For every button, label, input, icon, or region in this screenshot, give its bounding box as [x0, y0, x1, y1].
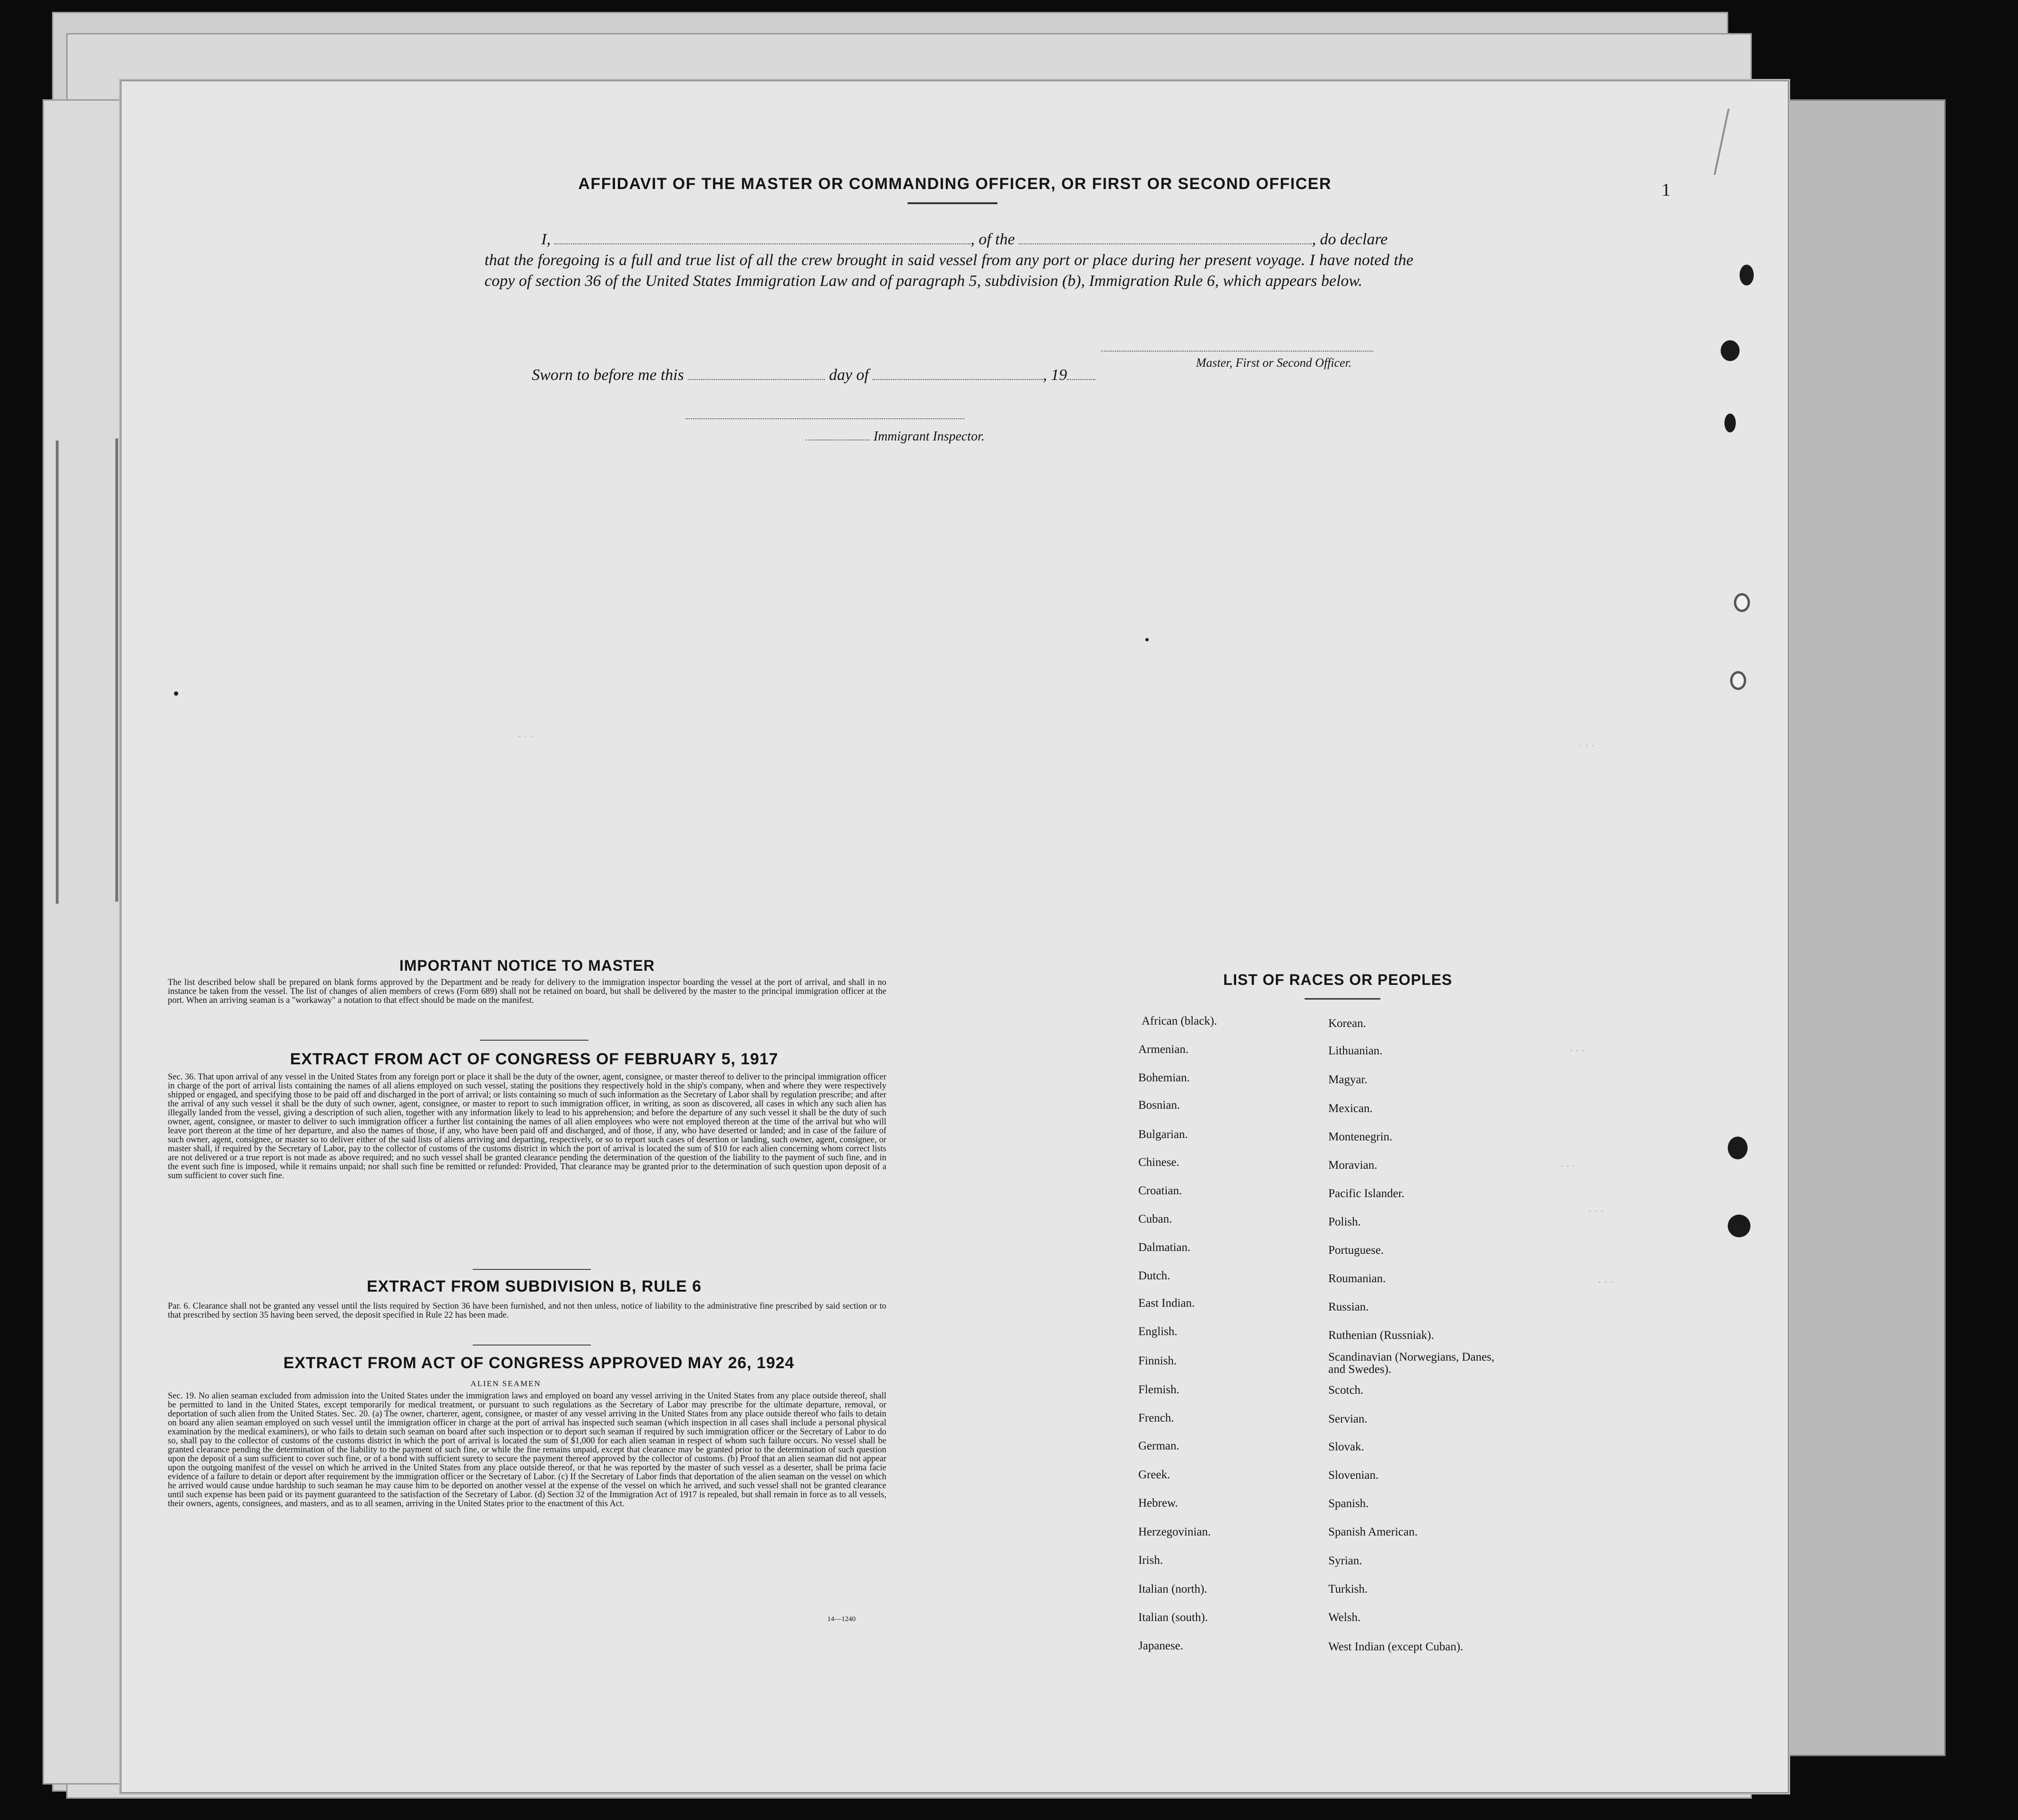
race-item: East Indian.	[1138, 1297, 1195, 1310]
race-item: Pacific Islander.	[1328, 1187, 1405, 1200]
declarant-name-field[interactable]	[554, 234, 970, 244]
section-divider	[473, 1269, 591, 1270]
ink-dot	[1145, 638, 1149, 641]
race-item: African (black).	[1142, 1015, 1217, 1027]
race-item: Lithuanian.	[1328, 1044, 1383, 1057]
page-number: 1	[1662, 180, 1671, 200]
extract-1917-text: Sec. 36. That upon arrival of any vessel in the United States from any foreign port or place it shall be the duty of the owner, agent, consignee, or master thereof to deliver to the principal immigration officer in charge of the port of arrival lists containing the names of all aliens employed on such vessel, stating the positions they respectively hold in the ship's company, when and where they were respectively shipped or engaged, and specifying those to be paid off and discharged in the port of arrival; or lists containing so much of such information as the Secretary of Labor shall by regulation prescribe; and after the arrival of any such vessel it shall be the duty of such owner, agent, consignee, or master to report to such immigration officer, in writing, as soon as discovered, all cases in which any such alien has illegally landed from the vessel, giving a description of such alien, together with any information likely to lead to his apprehension; and before the departure of any such vessel it shall be the duty of such owner, agent, consignee, or master to deliver to such immigration officer a further list containing the names of all alien employees who were not employed thereon at the time of the arrival but who will leave port thereon at the time of her departure, and also the names of those, if any, who have been paid off and discharged, and of those, if any, who have deserted or landed; and in case of the failure of such owner, agent, consignee, or master so to deliver either of the said lists of aliens arriving and departing, respectively, or so to report such cases of desertion or landing, such owner, agent, consignee, or master shall, if required by the Secretary of Labor, pay to the collector of customs of the customs district in which the port of arrival is located the sum of $10 for each alien concerning whom correct lists are not delivered or a true report is not made as above required; and no such vessel shall be granted clearance pending the determination of the question of the liability to the payment of such fine, and in the event such fine is imposed, while it remains unpaid; nor shall such fine be remitted or refunded: Provided, That clearance may be granted prior to the determination of such question upon deposit of a sum sufficient to cover such fine.	[168, 1072, 886, 1181]
inspector-signature-field[interactable]	[685, 418, 964, 419]
race-item: Russian.	[1328, 1301, 1369, 1313]
race-item: Portuguese.	[1328, 1244, 1384, 1257]
race-item: West Indian (except Cuban).	[1328, 1640, 1464, 1653]
extract-rule6-heading: EXTRACT FROM SUBDIVISION B, RULE 6	[366, 1277, 702, 1295]
race-item: Armenian.	[1138, 1043, 1189, 1056]
race-item: Korean.	[1328, 1017, 1366, 1030]
bleed-through-mark: · · ·	[518, 730, 533, 742]
extract-1924-text: Sec. 19. No alien seaman excluded from admission into the United States under the immigration laws and employed on board any vessel arriving in the United States from any place outside thereof, shall be permitted to land in the United States, except temporarily for medical treatment, or pursuant to such regulations as the Secretary of Labor may prescribe for the ultimate departure, removal, or deportation of such alien from the United States. Sec. 20. (a) The owner, charterer, agent, consignee, or master of any vessel arriving in the United States from any place outside thereof who fails to detain on board any alien seaman employed on such vessel until the immigration officer in charge at the port of arrival has inspected such seaman (which inspection in all cases shall include a personal physical examination by the medical examiners), or who fails to detain such seaman on board after such inspection or to deport such seaman if required by such immigration officer or the Secretary of Labor to do so, shall pay to the collector of customs of the customs district in which the port of arrival is located the sum of $1,000 for each alien seaman in respect of whom such failure occurs. No vessel shall be granted clearance pending the determination of the liability to the payment of such fine, or while the fine remains unpaid, except that clearance may be granted prior to the determination of such question upon the deposit of a sum sufficient to cover such fine, or of a bond with sufficient surety to secure the payment thereof approved by the collector of customs. (b) Proof that an alien seaman did not appear upon the outgoing manifest of the vessel on which he arrived in the United States from any place outside thereof, or that he was reported by the master of such vessel as a deserter, shall be prima facie evidence of a failure to detain or deport after requirement by the immigration officer or the Secretary of Labor. (c) If the Secretary of Labor finds that deportation of the alien seaman on the vessel on which he arrived would cause undue hardship to such seaman he may cause him to be deported on another vessel at the expense of the vessel on which he arrived, and such vessel shall not be granted clearance until such expense has been paid or its payment guaranteed to the satisfaction of the Secretary of Labor. (d) Section 32 of the Immigration Act of 1917 is repealed, but shall remain in force as to all vessels, their owners, agents, consignees, and masters, and as to all seamen, arriving in the United States prior to the enactment of this Act.	[168, 1391, 886, 1509]
race-item: Turkish.	[1328, 1583, 1368, 1596]
punch-hole	[1734, 593, 1750, 612]
year-prefix: , 19	[1043, 366, 1067, 384]
race-item: Slovak.	[1328, 1440, 1364, 1453]
race-item: Bulgarian.	[1138, 1128, 1188, 1141]
bleed-through-mark: · · ·	[1569, 1044, 1585, 1056]
sworn-day-field[interactable]	[688, 370, 825, 380]
affidavit-statement: that the foregoing is a full and true list of all the crew brought in said vessel from any port or place during her present voyage. I have noted the copy of section 36 of the United States Immigration Law and of paragraph 5, subdivision (b), Immigration Rule 6, which appears below.	[485, 251, 1413, 290]
extract-rule6-text: Par. 6. Clearance shall not be granted any vessel until the lists required by Section 36 have been furnished, and not then unless, notice of liability to the administrative fine prescribed by said section or to that prescribed by section 35 having been served, the deposit specified in Rule 22 has been made.	[168, 1302, 886, 1320]
punch-hole	[1724, 414, 1736, 432]
bleed-through-mark: · · ·	[1598, 1276, 1613, 1288]
extract-1924-heading: EXTRACT FROM ACT OF CONGRESS APPROVED MAY 26, 1924	[283, 1354, 795, 1372]
race-item: Cuban.	[1138, 1213, 1172, 1225]
sworn-month-field[interactable]	[873, 370, 1043, 380]
punch-hole	[1728, 1215, 1750, 1237]
race-item: English.	[1138, 1325, 1178, 1338]
race-item: Irish.	[1138, 1554, 1163, 1567]
race-item: Scandinavian (Norwegians, Danes, and Swedes).	[1328, 1351, 1495, 1376]
alien-seamen-subheading: ALIEN SEAMEN	[470, 1379, 541, 1388]
race-item: Montenegrin.	[1328, 1130, 1393, 1143]
title-underline	[908, 202, 997, 204]
race-item: Dutch.	[1138, 1269, 1170, 1282]
race-item: Dalmatian.	[1138, 1241, 1191, 1254]
race-item: Herzegovinian.	[1138, 1526, 1211, 1538]
bleed-through-mark: · · ·	[1560, 1160, 1576, 1172]
race-item: Syrian.	[1328, 1554, 1362, 1567]
punch-hole	[1728, 1137, 1748, 1159]
race-item: Ruthenian (Russniak).	[1328, 1329, 1434, 1342]
day-of-label: day of	[829, 366, 869, 384]
affidavit-title: AFFIDAVIT OF THE MASTER OR COMMANDING OFFICER, OR FIRST OR SECOND OFFICER	[578, 175, 1332, 193]
race-item: Spanish American.	[1328, 1526, 1418, 1538]
race-item: German.	[1138, 1440, 1179, 1452]
punch-hole	[1740, 265, 1754, 285]
race-item: Mexican.	[1328, 1102, 1373, 1115]
form-number: 14—1240	[827, 1615, 856, 1623]
of-the-label: , of the	[970, 231, 1015, 248]
master-signature-field[interactable]	[1101, 351, 1373, 352]
race-item: Finnish.	[1138, 1354, 1177, 1367]
section-divider	[473, 1345, 591, 1346]
ink-dot	[174, 691, 178, 696]
race-item: Servian.	[1328, 1413, 1368, 1425]
race-item: French.	[1138, 1412, 1174, 1424]
underlying-sheet-left	[43, 99, 130, 1785]
race-item: Flemish.	[1138, 1383, 1179, 1396]
race-item: Moravian.	[1328, 1159, 1377, 1172]
races-heading: LIST OF RACES OR PEOPLES	[1223, 971, 1453, 988]
bleed-through-mark: · · ·	[1579, 740, 1594, 751]
extract-1917-heading: EXTRACT FROM ACT OF CONGRESS OF FEBRUARY 5, 1917	[290, 1050, 779, 1068]
race-item: Italian (south).	[1138, 1611, 1208, 1624]
sworn-year-field[interactable]	[1067, 370, 1095, 380]
vessel-name-field[interactable]	[1019, 234, 1312, 244]
sworn-line	[532, 366, 1095, 384]
race-item: Scotch.	[1328, 1384, 1364, 1397]
race-item: Japanese.	[1138, 1639, 1184, 1652]
inspector-caption: Immigrant Inspector.	[874, 429, 985, 444]
affidavit-page	[121, 80, 1789, 1793]
race-item: Italian (north).	[1138, 1583, 1207, 1596]
do-declare-label: , do declare	[1312, 231, 1388, 248]
declarant-line	[485, 229, 1413, 250]
race-item: Polish.	[1328, 1216, 1361, 1228]
race-item: Welsh.	[1328, 1611, 1361, 1624]
race-item: Magyar.	[1328, 1073, 1368, 1086]
bleed-through-mark: · · ·	[1588, 1205, 1604, 1217]
punch-hole	[1721, 340, 1740, 361]
section-divider	[480, 1040, 589, 1041]
race-item: Croatian.	[1138, 1184, 1182, 1197]
signature-caption: Master, First or Second Officer.	[1196, 356, 1352, 370]
affidavit-statement-block	[485, 229, 1413, 292]
race-item: Hebrew.	[1138, 1497, 1178, 1509]
race-item: Roumanian.	[1328, 1272, 1386, 1285]
i-label: I,	[541, 231, 551, 248]
spine-handwriting-mark	[56, 439, 118, 904]
punch-hole	[1730, 671, 1746, 690]
race-item: Spanish.	[1328, 1497, 1369, 1510]
notice-text: The list described below shall be prepared on blank forms approved by the Department and be ready for delivery to the immigration inspector boarding the vessel at the port of arrival, and shall in no instance be taken from the vessel. The list of changes of alien members of crews (Form 689) shall not be retained on board, but shall be delivered by the master to the principal immigration officer at the port. When an arriving seaman is a "workaway" a notation to that effect should be made on the manifest.	[168, 978, 886, 1005]
race-item: Chinese.	[1138, 1156, 1179, 1169]
notice-heading: IMPORTANT NOTICE TO MASTER	[399, 957, 655, 974]
sworn-prefix: Sworn to before me this	[532, 366, 684, 384]
race-item: Bosnian.	[1138, 1099, 1180, 1112]
race-item: Slovenian.	[1328, 1469, 1379, 1482]
race-item: Bohemian.	[1138, 1071, 1190, 1084]
races-underline	[1305, 998, 1380, 1000]
race-item: Greek.	[1138, 1468, 1170, 1481]
